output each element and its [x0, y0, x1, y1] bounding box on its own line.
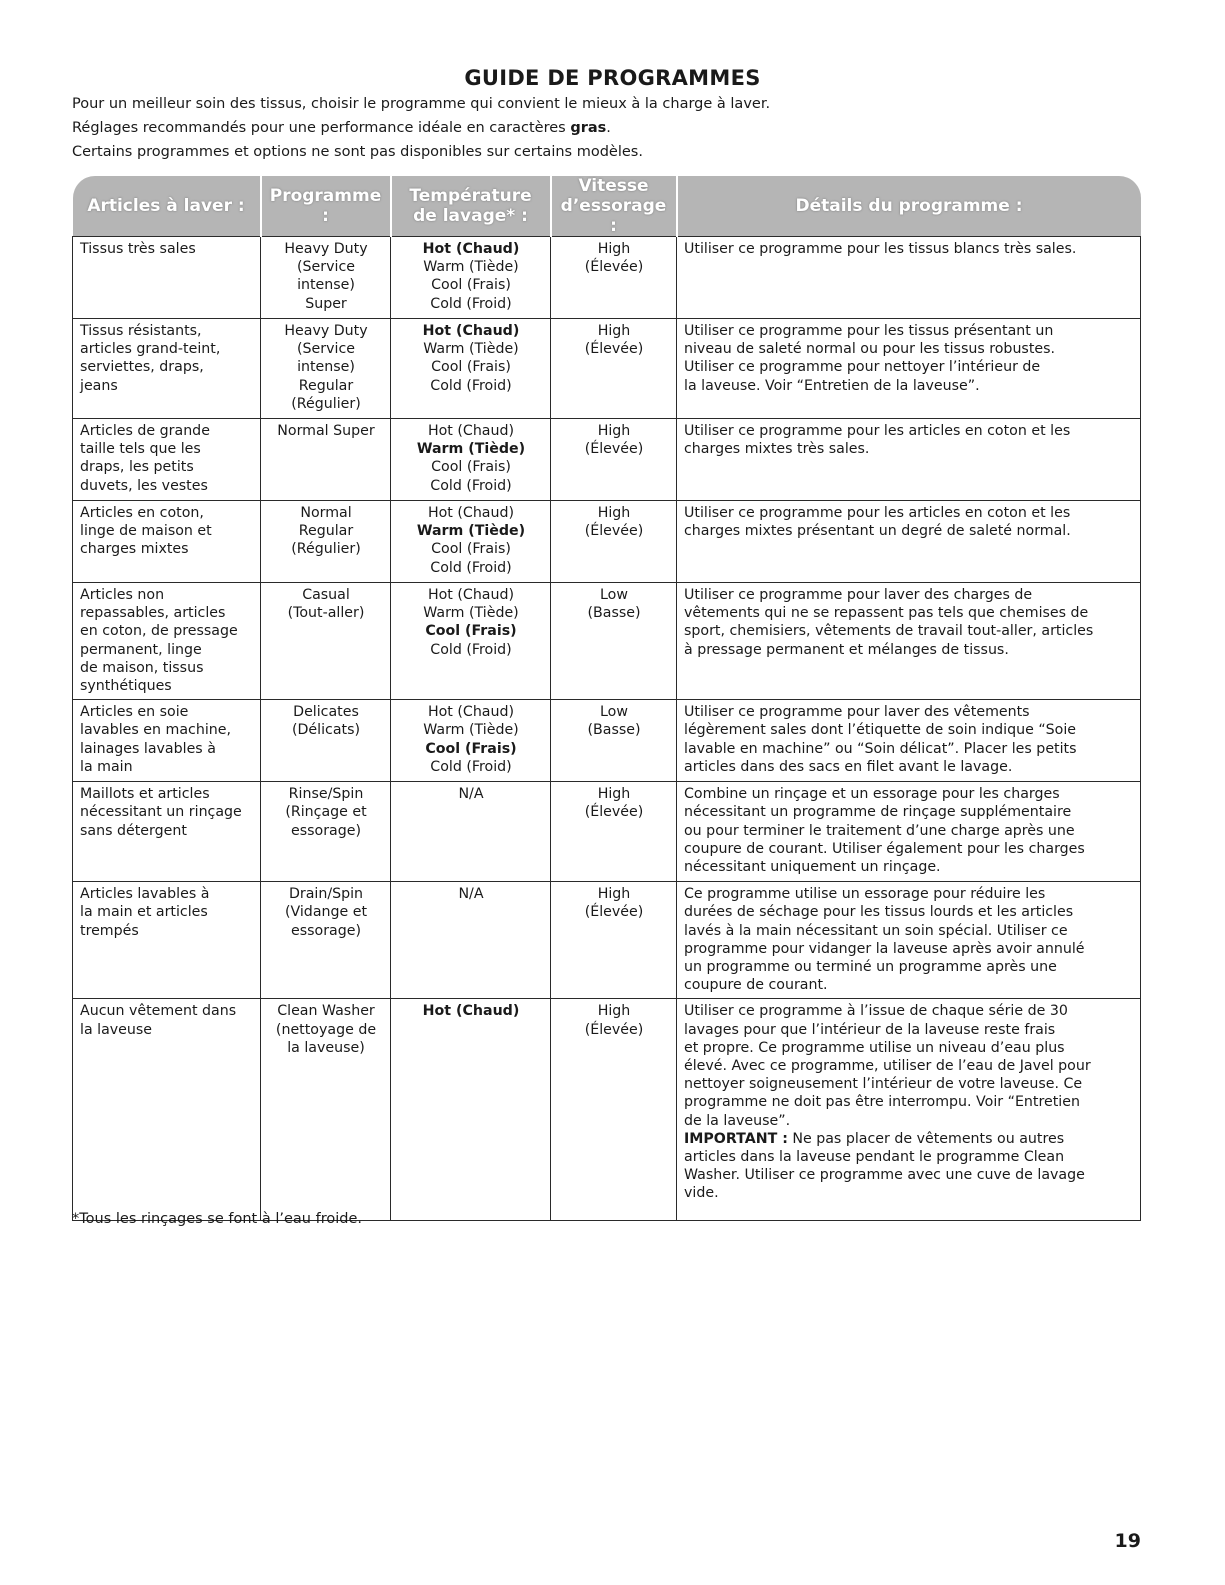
cell-articles [73, 882, 261, 999]
header-temperature [391, 176, 551, 237]
cell-details-line: Utiliser ce programme pour laver des charges de [684, 587, 1033, 603]
cell-details-line: articles dans des sacs en filet avant le lavage. [684, 758, 1013, 775]
cell-programme [261, 999, 391, 1221]
cell-programme [261, 882, 391, 999]
cell-details-line: programme pour vidanger la laveuse après avoir annulé [684, 940, 1085, 957]
cell-temperature-line: Cool (Frais) [431, 359, 511, 376]
important-text-line: articles dans la laveuse pendant le programme Clean [684, 1149, 1065, 1166]
cell-temperature-line: Warm (Tiède) [416, 441, 526, 458]
cell-vitesse [551, 882, 677, 999]
cell-programme [261, 237, 391, 319]
cell-articles-line: jeans [80, 377, 118, 394]
cell-vitesse-line: High [597, 505, 631, 521]
cell-details-line: charges mixtes présentant un degré de saleté normal. [684, 523, 1071, 540]
cell-vitesse-line: Low [600, 587, 628, 603]
cell-articles [73, 782, 261, 882]
cell-vitesse [551, 419, 677, 501]
cell-vitesse-line: (Basse) [587, 722, 641, 739]
cell-programme-line: Regular [298, 377, 354, 394]
cell-temperature-line: Cool (Frais) [425, 740, 517, 757]
cell-details-line: charges mixtes très sales. [684, 441, 870, 458]
cell-details-line: Ce programme utilise un essorage pour réduire les [684, 886, 1046, 903]
cell-temperature [391, 999, 551, 1221]
cell-details [677, 501, 1141, 583]
header-vitesse-line-2: d’essorage : [560, 196, 667, 236]
cell-details-line: Utiliser ce programme à l’issue de chaque série de 30 [684, 1003, 1068, 1020]
table-row [73, 237, 1141, 319]
cell-temperature-line: Warm (Tiède) [423, 259, 519, 276]
cell-temperature [391, 583, 551, 700]
cell-details-line: à pressage permanent et mélanges de tissus. [684, 641, 1009, 658]
cell-programme [261, 583, 391, 700]
cell-details-line: coupure de courant. [684, 977, 828, 994]
cell-articles-line: Articles en soie [80, 704, 189, 721]
cell-details-line: ou pour terminer le traitement d’une charge après une [684, 822, 1075, 839]
important-text-line: vide. [684, 1185, 719, 1202]
cell-temperature-line: Warm (Tiède) [423, 722, 519, 739]
cell-programme-line: Regular [298, 523, 354, 540]
cell-temperature-line: Cold (Froid) [430, 758, 512, 775]
cell-articles-line: Maillots et articles [80, 786, 210, 803]
cell-temperature-line: Hot (Chaud) [422, 1003, 520, 1020]
cell-temperature [391, 501, 551, 583]
cell-articles-line: duvets, les vestes [80, 477, 208, 494]
table-row [73, 583, 1141, 700]
cell-details-line: lavages pour que l’intérieur de la laveuse reste frais [684, 1021, 1056, 1038]
cell-temperature-line: Cool (Frais) [431, 459, 511, 476]
cell-programme-line: la laveuse) [287, 1039, 365, 1056]
cell-temperature-line: N/A [458, 786, 484, 803]
cell-temperature-line: Hot (Chaud) [427, 423, 515, 439]
cell-temperature-line: Hot (Chaud) [422, 323, 520, 339]
cell-programme-line: Delicates [293, 704, 359, 721]
cell-vitesse [551, 700, 677, 782]
cell-articles-line: charges mixtes [80, 541, 189, 558]
cell-articles-line: trempés [80, 922, 139, 939]
cell-vitesse-line: High [597, 323, 631, 339]
cell-temperature [391, 782, 551, 882]
table-header-row [73, 176, 1141, 237]
cell-programme-line: Heavy Duty [284, 241, 368, 257]
cell-temperature-line: Cold (Froid) [430, 377, 512, 394]
table-row [73, 419, 1141, 501]
cell-details-line: Combine un rinçage et un essorage pour les charges [684, 786, 1060, 803]
cell-temperature-line: Cool (Frais) [425, 623, 517, 640]
cell-details-line: la laveuse. Voir “Entretien de la laveuse”. [684, 377, 980, 394]
cell-articles-line: sans détergent [80, 822, 187, 839]
cell-programme [261, 782, 391, 882]
cell-details [677, 237, 1141, 319]
cell-articles-line: Articles lavables à [80, 886, 210, 903]
cell-temperature-line: Cold (Froid) [430, 295, 512, 312]
cell-temperature-line: Hot (Chaud) [427, 587, 515, 603]
cell-programme-line: intense) [297, 359, 355, 376]
cell-temperature [391, 700, 551, 782]
cell-programme-line: Normal Super [277, 423, 375, 439]
cell-details-line: Utiliser ce programme pour les tissus présentant un [684, 323, 1054, 339]
cell-programme-line: (Régulier) [291, 395, 361, 412]
cell-articles-line: draps, les petits [80, 459, 194, 476]
cell-temperature-line: Cool (Frais) [431, 541, 511, 558]
cell-programme-line: (Délicats) [291, 722, 361, 739]
intro-line-1: Pour un meilleur soin des tissus, choisir le programme qui convient le mieux à la charge à laver. [72, 96, 771, 112]
cell-details-line: programme ne doit pas être interrompu. Voir “Entretien [684, 1094, 1080, 1111]
cell-articles-line: la main et articles [80, 904, 208, 921]
cell-programme-line: (Service [297, 259, 355, 276]
cell-vitesse-line: (Élevée) [584, 441, 644, 458]
intro-line-3: Certains programmes et options ne sont pas disponibles sur certains modèles. [72, 144, 643, 160]
program-guide-table [72, 176, 1141, 1221]
cell-details [677, 700, 1141, 782]
intro-line-2 [72, 119, 611, 137]
cell-details-line: un programme ou terminé un programme après une [684, 959, 1057, 976]
cell-articles-line: repassables, articles [80, 605, 226, 622]
cell-details [677, 999, 1141, 1221]
cell-articles [73, 501, 261, 583]
cell-temperature-line: N/A [458, 886, 484, 903]
cell-vitesse-line: (Élevée) [584, 1021, 644, 1038]
cell-details-line: nettoyer soigneusement l’intérieur de votre laveuse. Ce [684, 1076, 1083, 1093]
cell-articles [73, 583, 261, 700]
table-row [73, 319, 1141, 419]
cell-programme [261, 501, 391, 583]
cell-articles [73, 319, 261, 419]
cell-details-line: durées de séchage pour les tissus lourds et les articles [684, 904, 1074, 921]
cell-temperature-line: Cold (Froid) [430, 641, 512, 658]
intro-line-2-text: Réglages recommandés pour une performance idéale en caractères [72, 120, 571, 136]
table-row [73, 501, 1141, 583]
cell-details-line: coupure de courant. Utiliser également pour les charges [684, 840, 1085, 857]
cell-programme-line: (nettoyage de [275, 1021, 377, 1038]
cell-details-line: nécessitant uniquement un rinçage. [684, 859, 941, 876]
cell-temperature-line: Cold (Froid) [430, 477, 512, 494]
cell-articles [73, 999, 261, 1221]
intro-line-2-end: . [606, 120, 611, 136]
cell-details-line: lavable en machine” ou “Soin délicat”. Placer les petits [684, 740, 1077, 757]
cell-details-line: Utiliser ce programme pour les tissus blancs très sales. [684, 241, 1077, 257]
cell-details [677, 583, 1141, 700]
cell-vitesse-line: (Basse) [587, 605, 641, 622]
cell-details-line: Utiliser ce programme pour laver des vêtements [684, 704, 1030, 721]
cell-details-line: Utiliser ce programme pour les articles en coton et les [684, 423, 1071, 439]
cell-vitesse-line: (Élevée) [584, 804, 644, 821]
cell-vitesse-line: (Élevée) [584, 259, 644, 276]
cell-articles-line: permanent, linge [80, 641, 202, 658]
header-temperature-line-2: de lavage* : [413, 206, 528, 226]
cell-articles-line: la main [80, 758, 133, 775]
cell-temperature-line: Cold (Froid) [430, 559, 512, 576]
cell-articles-line: articles grand-teint, [80, 341, 221, 358]
cell-details [677, 882, 1141, 999]
cell-details-line: niveau de saleté normal ou pour les tissus robustes. [684, 341, 1056, 358]
cell-details-line: élevé. Avec ce programme, utiliser de l’eau de Javel pour [684, 1058, 1091, 1075]
cell-vitesse-line: High [597, 423, 631, 439]
header-temperature-line-1: Température [409, 186, 532, 206]
cell-details-line: Utiliser ce programme pour nettoyer l’intérieur de [684, 359, 1041, 376]
cell-vitesse-line: (Élevée) [584, 904, 644, 921]
cell-programme-line: essorage) [291, 822, 361, 839]
cell-vitesse [551, 501, 677, 583]
cell-articles-line: lainages lavables à [80, 740, 216, 757]
cell-articles-line: Tissus résistants, [80, 323, 202, 339]
cell-details-line: lavés à la main nécessitant un soin spécial. Utiliser ce [684, 922, 1068, 939]
table-row [73, 700, 1141, 782]
cell-temperature-line: Warm (Tiède) [423, 341, 519, 358]
cell-articles-line: taille tels que les [80, 441, 201, 458]
header-articles: Articles à laver : [73, 176, 261, 237]
cell-details-line: de la laveuse”. [684, 1112, 791, 1129]
cell-articles-line: serviettes, draps, [80, 359, 204, 376]
cell-details [677, 319, 1141, 419]
cell-programme-line: Rinse/Spin [288, 786, 364, 803]
cell-articles [73, 700, 261, 782]
cell-details-line: nécessitant un programme de rinçage supplémentaire [684, 804, 1072, 821]
cell-details-line: légèrement sales dont l’étiquette de soin indique “Soie [684, 722, 1077, 739]
cell-programme-line: intense) [297, 277, 355, 294]
cell-details [677, 782, 1141, 882]
cell-articles-line: Tissus très sales [80, 241, 196, 257]
cell-temperature [391, 319, 551, 419]
cell-vitesse [551, 319, 677, 419]
table-body [73, 237, 1141, 1221]
cell-programme-line: Drain/Spin [288, 886, 364, 903]
cell-vitesse [551, 999, 677, 1221]
cell-programme-line: (Service [297, 341, 355, 358]
cell-temperature-line: Cool (Frais) [431, 277, 511, 294]
table-row [73, 882, 1141, 999]
cell-vitesse-line: High [597, 786, 631, 803]
cell-vitesse-line: Low [600, 704, 628, 721]
header-programme: Programme : [261, 176, 391, 237]
cell-temperature-line: Hot (Chaud) [427, 505, 515, 521]
cell-vitesse [551, 583, 677, 700]
cell-vitesse [551, 782, 677, 882]
cell-articles-line: Articles non [80, 587, 165, 603]
cell-programme [261, 319, 391, 419]
cell-temperature-line: Hot (Chaud) [427, 704, 515, 721]
cell-vitesse [551, 237, 677, 319]
cell-temperature-line: Warm (Tiède) [416, 523, 526, 540]
cell-programme-line: (Tout-aller) [287, 605, 365, 622]
cell-articles-line: lavables en machine, [80, 722, 232, 739]
cell-articles [73, 237, 261, 319]
cell-vitesse-line: High [597, 1003, 631, 1020]
cell-vitesse-line: High [597, 241, 631, 257]
important-label: IMPORTANT : [684, 1130, 788, 1147]
cell-details-line: et propre. Ce programme utilise un niveau d’eau plus [684, 1039, 1065, 1056]
header-details: Détails du programme : [677, 176, 1141, 237]
cell-programme-line: Casual [302, 587, 350, 603]
cell-details-line: Utiliser ce programme pour les articles en coton et les [684, 505, 1071, 521]
table-row [73, 782, 1141, 882]
cell-articles-line: linge de maison et [80, 523, 212, 540]
cell-details [677, 419, 1141, 501]
page-title: GUIDE DE PROGRAMMES [464, 66, 761, 90]
cell-articles-line: nécessitant un rinçage [80, 804, 242, 821]
cell-articles-line: Aucun vêtement dans [80, 1003, 237, 1020]
cell-articles [73, 419, 261, 501]
intro-line-2-bold: gras [570, 120, 607, 136]
cell-programme-line: (Vidange et [284, 904, 368, 921]
cell-vitesse-line: High [597, 886, 631, 903]
cell-articles-line: Articles de grande [80, 423, 210, 439]
cell-articles-line: de maison, tissus [80, 659, 204, 676]
cell-articles-line: Articles en coton, [80, 505, 204, 521]
important-text: Ne pas placer de vêtements ou autres [787, 1130, 1065, 1147]
cell-programme-line: (Régulier) [291, 541, 361, 558]
cell-programme-line: Normal [300, 505, 352, 521]
page-number: 19 [1114, 1530, 1141, 1552]
cell-details-line: sport, chemisiers, vêtements de travail tout-aller, articles [684, 623, 1094, 640]
cell-articles-line: la laveuse [80, 1021, 153, 1038]
cell-temperature [391, 237, 551, 319]
cell-programme-line: Super [305, 295, 347, 312]
cell-details-line: vêtements qui ne se repassent pas tels que chemises de [684, 605, 1089, 622]
cell-temperature-line: Hot (Chaud) [422, 241, 520, 257]
footnote: *Tous les rinçages se font à l’eau froide. [72, 1211, 362, 1227]
header-vitesse-line-1: Vitesse [578, 176, 649, 196]
header-vitesse [551, 176, 677, 237]
cell-programme-line: Heavy Duty [284, 323, 368, 339]
cell-temperature [391, 882, 551, 999]
cell-programme [261, 700, 391, 782]
cell-articles-line: synthétiques [80, 678, 172, 695]
important-text-line: Washer. Utiliser ce programme avec une cuve de lavage [684, 1167, 1085, 1184]
cell-vitesse-line: (Élevée) [584, 523, 644, 540]
cell-articles-line: en coton, de pressage [80, 623, 238, 640]
cell-programme [261, 419, 391, 501]
cell-programme-line: Clean Washer [277, 1003, 375, 1020]
cell-temperature [391, 419, 551, 501]
cell-programme-line: (Rinçage et [285, 804, 367, 821]
cell-programme-line: essorage) [291, 922, 361, 939]
cell-temperature-line: Warm (Tiède) [423, 605, 519, 622]
important-note [684, 1130, 1134, 1148]
cell-vitesse-line: (Élevée) [584, 341, 644, 358]
table-row [73, 999, 1141, 1221]
